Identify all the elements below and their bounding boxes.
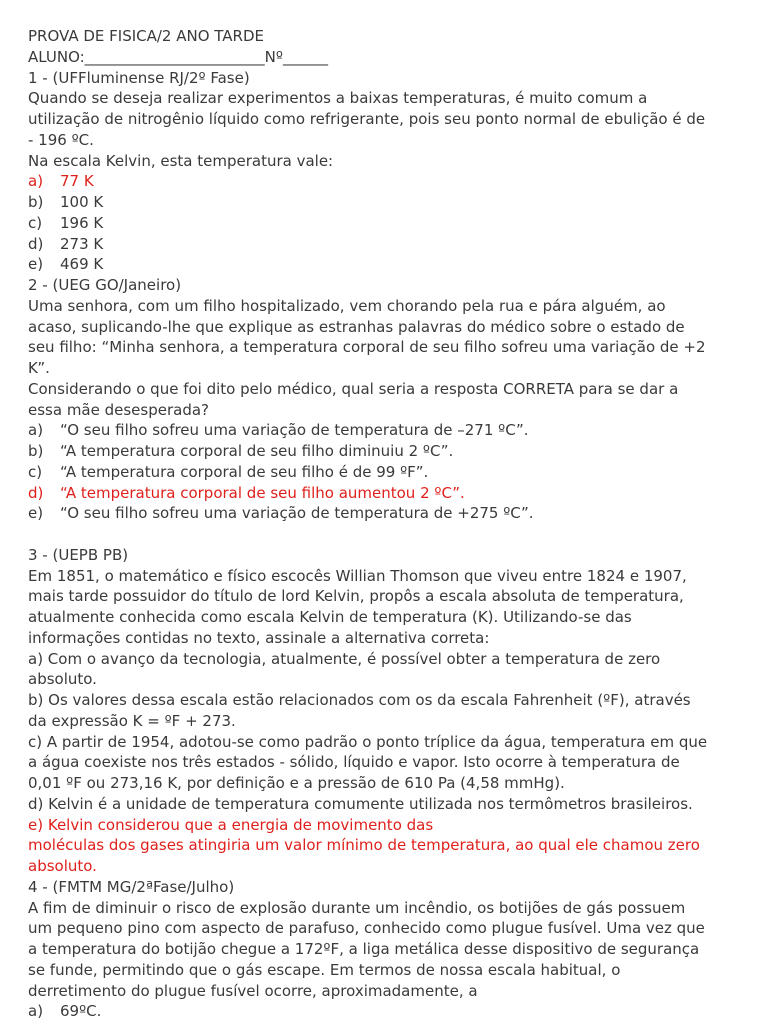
answer-option	[28, 441, 748, 462]
answer-option-line: da expressão K = ºF + 273.	[28, 711, 236, 730]
answer-option	[28, 1001, 748, 1022]
option-letter: a)	[28, 1002, 44, 1021]
question-source: 2 - (UEG GO/Janeiro)	[28, 276, 182, 294]
question-text-line: seu filho: “Minha senhora, a temperatura corporal de seu filho sofreu uma variação de +2	[28, 338, 706, 357]
question-text-line: atualmente conhecida como escala Kelvin de temperatura (K). Utilizando-se das	[28, 608, 632, 626]
question-text-line: um pequeno pino com aspecto de parafuso, conhecido como plugue fusível. Uma vez que	[28, 919, 705, 938]
option-text: 196 K	[60, 213, 104, 232]
question-text-line: derretimento do plugue fusível ocorre, aproximadamente, a	[28, 981, 478, 1000]
question-text-line: Considerando o que foi dito pelo médico, qual seria a resposta CORRETA para se dar a	[28, 379, 679, 398]
question-text-line: Uma senhora, com um filho hospitalizado, vem chorando pela rua e pára alguém, ao	[28, 296, 666, 315]
question-3	[28, 545, 748, 877]
option-letter: a)	[28, 421, 44, 440]
question-text-line: acaso, suplicando-lhe que explique as estranhas palavras do médico sobre o estado de	[28, 317, 685, 336]
option-text: “A temperatura corporal de seu filho aumentou 2 ºC”.	[60, 483, 465, 502]
option-letter: d)	[28, 234, 44, 253]
option-letter: b)	[28, 442, 44, 460]
question-2	[28, 275, 748, 524]
question-text-line: Quando se deseja realizar experimentos a baixas temperaturas, é muito comum a	[28, 89, 648, 108]
option-text: 273 K	[60, 234, 104, 253]
answer-option	[28, 420, 748, 441]
option-letter: d)	[28, 483, 44, 502]
answer-option-correct	[28, 171, 748, 192]
question-text-line: a temperatura do botijão chegue a 172ºF, a liga metálica desse dispositivo de segurança	[28, 940, 700, 958]
question-text-line: se funde, permitindo que o gás escape. Em termos de nossa escala habitual, o	[28, 960, 621, 979]
answer-option	[28, 192, 748, 213]
option-text: “A temperatura corporal de seu filho diminuiu 2 ºC”.	[60, 442, 454, 460]
question-text-line: informações contidas no texto, assinale a alternativa correta:	[28, 628, 490, 647]
question-text-line: mais tarde possuidor do título de lord Kelvin, propôs a escala absoluta de temperatura,	[28, 587, 684, 606]
question-source: 4 - (FMTM MG/2ªFase/Julho)	[28, 877, 235, 896]
question-text-line: A fim de diminuir o risco de explosão durante um incêndio, os botijões de gás possuem	[28, 898, 686, 917]
answer-option	[28, 213, 748, 234]
answer-option-line: c) A partir de 1954, adotou-se como padrão o ponto tríplice da água, temperatura em que	[28, 732, 708, 751]
answer-option	[28, 503, 748, 524]
option-text: 469 K	[60, 255, 104, 274]
question-text-line: utilização de nitrogênio líquido como refrigerante, pois seu ponto normal de ebulição é de	[28, 110, 706, 128]
option-letter: c)	[28, 213, 43, 232]
option-letter: c)	[28, 462, 43, 481]
answer-option-correct-line: absoluto.	[28, 857, 97, 875]
answer-option-line: a) Com o avanço da tecnologia, atualmente, é possível obter a temperatura de zero	[28, 649, 661, 668]
option-text: “A temperatura corporal de seu filho é de 99 ºF”.	[60, 462, 429, 481]
question-text-line: Em 1851, o matemático e físico escocês Willian Thomson que viveu entre 1824 e 1907,	[28, 566, 687, 585]
answer-option	[28, 234, 748, 255]
option-letter: e)	[28, 504, 44, 523]
answer-option-correct	[28, 483, 748, 504]
question-1	[28, 68, 748, 276]
answer-option-line: d) Kelvin é a unidade de temperatura comumente utilizada nos termômetros brasileiros.	[28, 794, 693, 813]
answer-option-line: a água coexiste nos três estados - sólido, líquido e vapor. Isto ocorre à temperatura de	[28, 753, 680, 772]
answer-option-line: 0,01 ºF ou 273,16 K, por definição e a pressão de 610 Pa (4,58 mmHg).	[28, 774, 565, 792]
question-source: 1 - (UFFluminense RJ/2º Fase)	[28, 68, 250, 87]
answer-option-line: b) Os valores dessa escala estão relacionados com os da escala Fahrenheit (ºF), através	[28, 691, 691, 709]
answer-option	[28, 462, 748, 483]
exam-page	[28, 26, 748, 1022]
option-text: “O seu filho sofreu uma variação de temperatura de –271 ºC”.	[60, 421, 529, 440]
blank-line	[28, 524, 748, 545]
student-name-line: ALUNO:________________________Nº______	[28, 47, 328, 66]
question-4	[28, 877, 748, 1022]
question-text-line: essa mãe desesperada?	[28, 400, 210, 419]
answer-option-line: absoluto.	[28, 670, 97, 689]
option-letter: b)	[28, 193, 44, 211]
option-letter: a)	[28, 172, 44, 191]
question-text-line: - 196 ºC.	[28, 130, 94, 149]
option-text: 100 K	[60, 193, 104, 211]
option-text: 77 K	[60, 172, 94, 191]
exam-title: PROVA DE FISICA/2 ANO TARDE	[28, 27, 265, 45]
answer-option-correct-line: moléculas dos gases atingiria um valor mínimo de temperatura, ao qual ele chamou zero	[28, 836, 700, 855]
question-text-line: Na escala Kelvin, esta temperatura vale:	[28, 151, 334, 170]
answer-option-correct-line: e) Kelvin considerou que a energia de movimento das	[28, 815, 434, 834]
option-text: 69ºC.	[60, 1002, 102, 1021]
answer-option	[28, 254, 748, 275]
question-source: 3 - (UEPB PB)	[28, 545, 129, 564]
option-letter: e)	[28, 255, 44, 274]
option-text: “O seu filho sofreu uma variação de temperatura de +275 ºC”.	[60, 504, 534, 523]
question-text-line: K”.	[28, 359, 50, 377]
